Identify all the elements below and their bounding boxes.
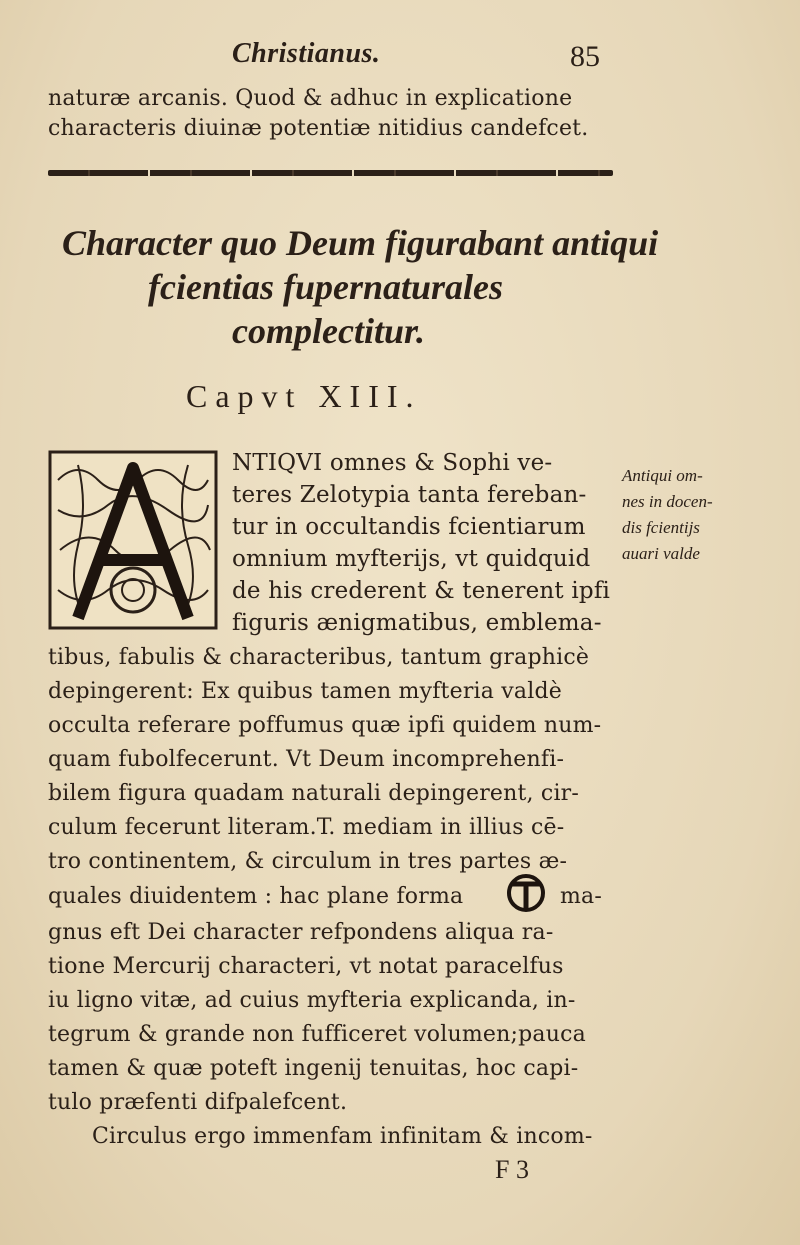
decorated-initial-a bbox=[48, 450, 218, 630]
section-title-line: fcientias fupernaturales bbox=[148, 267, 504, 307]
text-line: quam fubolfecerunt. Vt Deum incomprehenfi- bbox=[48, 747, 565, 772]
circle-with-t-symbol bbox=[505, 870, 547, 914]
ornamental-divider bbox=[48, 170, 613, 176]
text-line: culum fecerunt literam.T. mediam in illius cē- bbox=[48, 815, 565, 840]
text-line: tione Mercurij characteri, vt notat paracelfus bbox=[48, 954, 564, 979]
signature-mark: F 3 bbox=[495, 1155, 529, 1184]
section-title-line: Character quo Deum figurabant antiqui bbox=[62, 223, 659, 263]
text-line: iu ligno vitæ, ad cuius myfteria explicanda, in- bbox=[48, 988, 576, 1013]
text-line: occulta referare poffumus quæ ipfi quidem num- bbox=[48, 713, 602, 738]
text-line: tur in occultandis fcientiarum bbox=[232, 514, 586, 540]
text-line: tulo præfenti difpalefcent. bbox=[48, 1090, 348, 1115]
text-line: ma- bbox=[560, 884, 603, 909]
text-line: figuris ænigmatibus, emblema- bbox=[232, 610, 602, 636]
text-line: tegrum & grande non fufficeret volumen;pauca bbox=[48, 1022, 586, 1047]
margin-note-line: auari valde bbox=[622, 544, 700, 563]
text-line: naturæ arcanis. Quod & adhuc in explicatione bbox=[48, 86, 573, 111]
text-line: Circulus ergo immenfam infinitam & incom- bbox=[92, 1124, 593, 1149]
text-line: de his crederent & tenerent ipfi bbox=[232, 578, 611, 604]
text-line: bilem figura quadam naturali depingerent, cir- bbox=[48, 781, 580, 806]
text-line: teres Zelotypia tanta fereban- bbox=[232, 482, 587, 508]
text-line: tibus, fabulis & characteribus, tantum graphicè bbox=[48, 645, 590, 670]
margin-note-line: dis fcientijs bbox=[622, 518, 700, 537]
chapter-heading: Capvt XIII. bbox=[186, 378, 422, 414]
text-line: NTIQVI omnes & Sophi ve- bbox=[232, 450, 553, 476]
text-line: quales diuidentem : hac plane forma bbox=[48, 884, 464, 909]
page-number: 85 bbox=[570, 40, 600, 73]
text-line: gnus eft Dei character refpondens aliqua ra- bbox=[48, 920, 554, 945]
text-line: depingerent: Ex quibus tamen myfteria valdè bbox=[48, 679, 562, 704]
text-line: omnium myfterijs, vt quidquid bbox=[232, 546, 591, 572]
text-line: tamen & quæ poteft ingenij tenuitas, hoc capi- bbox=[48, 1056, 579, 1081]
text-line: characteris diuinæ potentiæ nitidius candefcet. bbox=[48, 116, 589, 141]
margin-note-line: Antiqui om- bbox=[622, 466, 703, 485]
running-head: Christianus. bbox=[232, 38, 381, 69]
section-title-line: complectitur. bbox=[232, 311, 425, 351]
margin-note-line: nes in docen- bbox=[622, 492, 713, 511]
text-line: tro continentem, & circulum in tres partes æ- bbox=[48, 849, 568, 874]
